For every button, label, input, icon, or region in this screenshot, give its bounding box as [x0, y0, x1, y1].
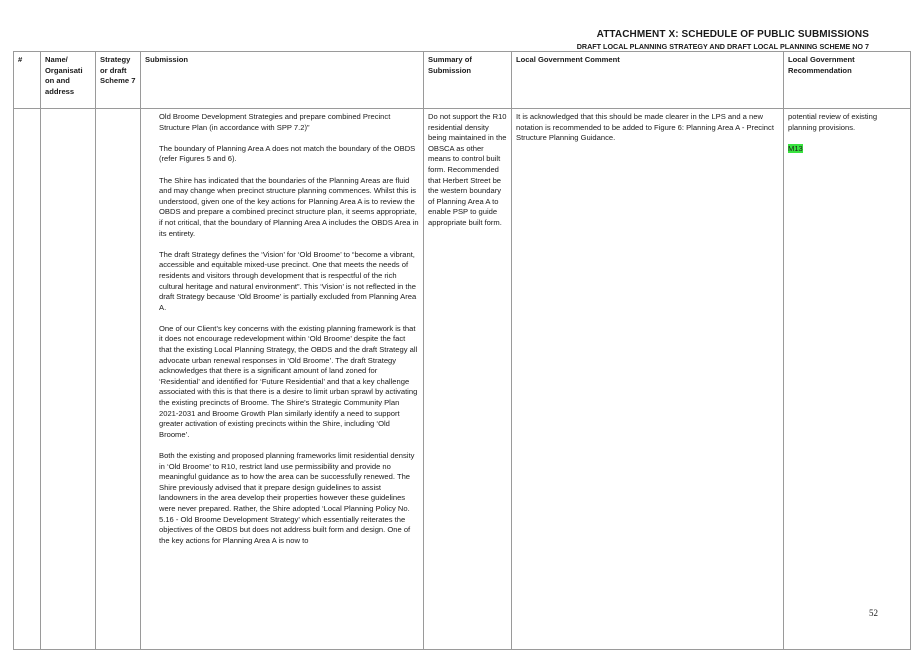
cell-submission: [141, 109, 424, 650]
recommendation-text: potential review of existing planning provisions.: [788, 112, 878, 132]
cell-number: [14, 109, 41, 650]
table-row: [14, 109, 911, 650]
submission-paragraph: The draft Strategy defines the ‘Vision’ for ‘Old Broome’ to “become a vibrant, accessible and equitable mixed-use precinct. One that meets the needs of residents and visitors through development that is respectful of the rich cultural heritage and natural environment”. This ‘Vision’ is not reflected in the draft Strategy because ‘Old Broome’ is partially excluded from Planning Area A.: [159, 249, 417, 312]
submission-paragraph: Old Broome Development Strategies and prepare combined Precinct Structure Plan (in accordance with SPP 7.2)”: [159, 112, 391, 132]
col-header-number: #: [14, 52, 41, 109]
submission-paragraph: The boundary of Planning Area A does not match the boundary of the OBDS (refer Figures 5 and 6).: [159, 143, 416, 164]
submission-paragraph: The Shire has indicated that the boundaries of the Planning Areas are fluid and may change when precinct structure planning commences. Whilst this is understood, given one of the key actions for Planning Area A is to review the OBDS and prepare a combined precinct structure plan, it seems appropriate, if not critical, that the boundary of Planning Area A includes the OBDS Area in its entirety.: [159, 175, 419, 238]
page-number: 52: [869, 608, 878, 618]
cell-comment: It is acknowledged that this should be made clearer in the LPS and a new notation is recommended to be added to Figure 6: Planning Area A - Precinct Structure Planning Guidance.: [512, 109, 784, 650]
cell-strategy: [96, 109, 141, 650]
submissions-table: [13, 51, 911, 650]
table-header-row: [14, 52, 911, 109]
col-header-comment: Local Government Comment: [512, 52, 784, 109]
document-subtitle: DRAFT LOCAL PLANNING STRATEGY AND DRAFT LOCAL PLANNING SCHEME NO 7: [576, 42, 869, 51]
col-header-summary: Summary of Submission: [424, 52, 512, 109]
cell-name: [41, 109, 96, 650]
submission-paragraph: One of our Client’s key concerns with the existing planning framework is that it does not encourage redevelopment within ‘Old Broome’ despite the fact that the existing Local Planning Strategy, the OBDS and the draft Strategy all advocate urban renewal responses in ‘Old Broome’. The draft Strategy acknowledges that there is a significant amount of land zoned for ‘Residential’ and identified for ‘Future Residential’ and that a key challenge associated with this is that there is a desire to limit urban sprawl by activating the existing precincts of Broome. The Shire’s Strategic Community Plan 2021-2031 and Broome Growth Plan similarly identify a need to support greater activation of existing precincts within the Shire, including ‘Old Broome’.: [159, 323, 418, 439]
cell-summary: Do not support the R10 residential density being maintained in the OBSCA as other means to control built form. Recommended that Herbert Street be the western boundary of Planning Area A to enable PSP to guide appropriate built form.: [424, 109, 512, 650]
col-header-submission: Submission: [141, 52, 424, 109]
col-header-recommendation: Local Government Recommendation: [784, 52, 911, 109]
document-title: ATTACHMENT X: SCHEDULE OF PUBLIC SUBMISSIONS: [596, 29, 869, 40]
cell-recommendation: [784, 109, 911, 650]
col-header-name: Name/ Organisati on and address: [41, 52, 96, 109]
recommendation-code-badge: M13: [788, 143, 803, 153]
col-header-strategy: Strategy or draft Scheme 7: [96, 52, 141, 109]
submission-paragraph: Both the existing and proposed planning frameworks limit residential density in ‘Old Broome’ to R10, restrict land use permissibility and provide no meaningful guidance as to how the area can be successfully renewed. The Shire previously advised that it prepare design guidelines to assist landowners in the area develop their properties however these guidelines were never prepared. Rather, the Shire adopted ‘Local Planning Policy No. 5.16 - Old Broome Development Strategy’ which essentially reiterates the objectives of the OBDS but does not address built form and design. One of the key actions for Planning Area A is now to: [159, 451, 415, 545]
